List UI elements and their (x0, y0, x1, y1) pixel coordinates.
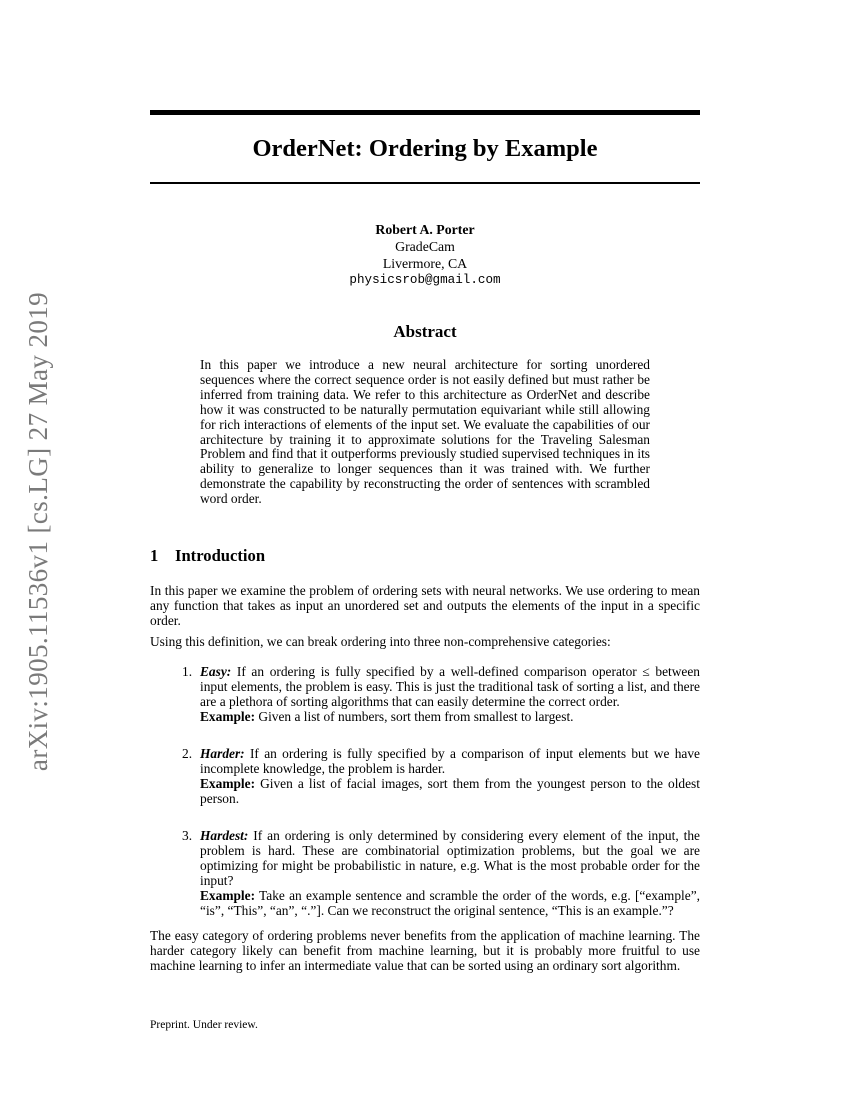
list-item-label: Hardest: (200, 828, 249, 843)
section-title: Introduction (175, 546, 266, 565)
list-item-hardest (150, 828, 700, 918)
section-number: 1 (150, 546, 159, 565)
author-name: Robert A. Porter (375, 222, 475, 237)
example-text: Given a list of numbers, sort them from smallest to largest. (255, 709, 574, 724)
author-location: Livermore, CA (382, 256, 468, 271)
list-item-label: Easy: (200, 664, 232, 679)
list-item-easy (150, 664, 700, 724)
list-item-harder (150, 746, 700, 806)
example-label: Example: (200, 776, 256, 791)
list-item-text: If an ordering is fully specified by a well-defined comparison operator ≤ between input elements, the problem is easy. This is just the traditional task of sorting a list, and there are a plethora of sorting algorithms that can easily determine the correct order. (200, 664, 700, 709)
footer-note: Preprint. Under review. (150, 1019, 258, 1031)
list-item-text: If an ordering is only determined by considering every element of the input, the problem is hard. These are combinatorial optimization problems, but the goal we are optimizing for might be probabilistic in nature, e.g. What is the most probable order for the input? (200, 828, 700, 888)
author-affiliation: GradeCam (395, 239, 455, 254)
abstract-heading: Abstract (393, 322, 457, 341)
section-body (150, 583, 700, 973)
arxiv-sidebar-stamp (8, 288, 70, 774)
author-block (150, 221, 700, 289)
example-label: Example: (200, 888, 256, 903)
example-label: Example: (200, 709, 256, 724)
intro-paragraph-3: The easy category of ordering problems never benefits from the application of machine learning. The harder category likely can benefit from machine learning, but it is probably more fruitful to use machine learning to infer an intermediate value that can be sorted using an ordinary sort algorithm. (150, 928, 700, 973)
example-text: Given a list of facial images, sort them from the youngest person to the oldest person. (200, 776, 700, 806)
author-email: physicsrob@gmail.com (349, 273, 501, 287)
example-text: Take an example sentence and scramble the order of the words, e.g. [“example”, “is”, “This”, “an”, “.”]. Can we reconstruct the original sentence, “This is an example.”? (200, 888, 700, 918)
abstract-text: In this paper we introduce a new neural architecture for sorting unordered sequences where the correct sequence order is not easily defined but must rather be inferred from training data. We refer to this architecture as OrderNet and describe how it was constructed to be naturally permutation equivariant while still allowing for rich interactions of elements of the input set. We evaluate the capabilities of our architecture by training it to approximate solutions for the Traveling Salesman Problem and find that it outperforms previously studied supervised techniques in its ability to generalize to longer sequences than it was trained with. We further demonstrate the capability by reconstructing the order of sentences with scrambled word order. (200, 357, 650, 507)
list-item-number: 3. (182, 828, 193, 843)
list-item-number: 1. (182, 664, 193, 679)
arxiv-id-text: arXiv:1905.11536v1 [cs.LG] 27 May 2019 (23, 291, 54, 771)
list-item-label: Harder: (200, 746, 245, 761)
category-list (150, 664, 700, 918)
intro-paragraph-2: Using this definition, we can break ordering into three non-comprehensive categories: (150, 634, 611, 649)
list-item-number: 2. (182, 746, 193, 761)
list-item-text: If an ordering is fully specified by a comparison of input elements but we have incomplete knowledge, the problem is harder. (200, 746, 700, 776)
intro-paragraph-1: In this paper we examine the problem of ordering sets with neural networks. We use ordering to mean any function that takes as input an unordered set and outputs the elements of the input in a specific order. (150, 583, 700, 628)
paper-title: OrderNet: Ordering by Example (252, 135, 598, 162)
section-heading-introduction (150, 546, 700, 566)
title-rule-bottom (150, 182, 700, 184)
title-rule-top (150, 110, 700, 115)
